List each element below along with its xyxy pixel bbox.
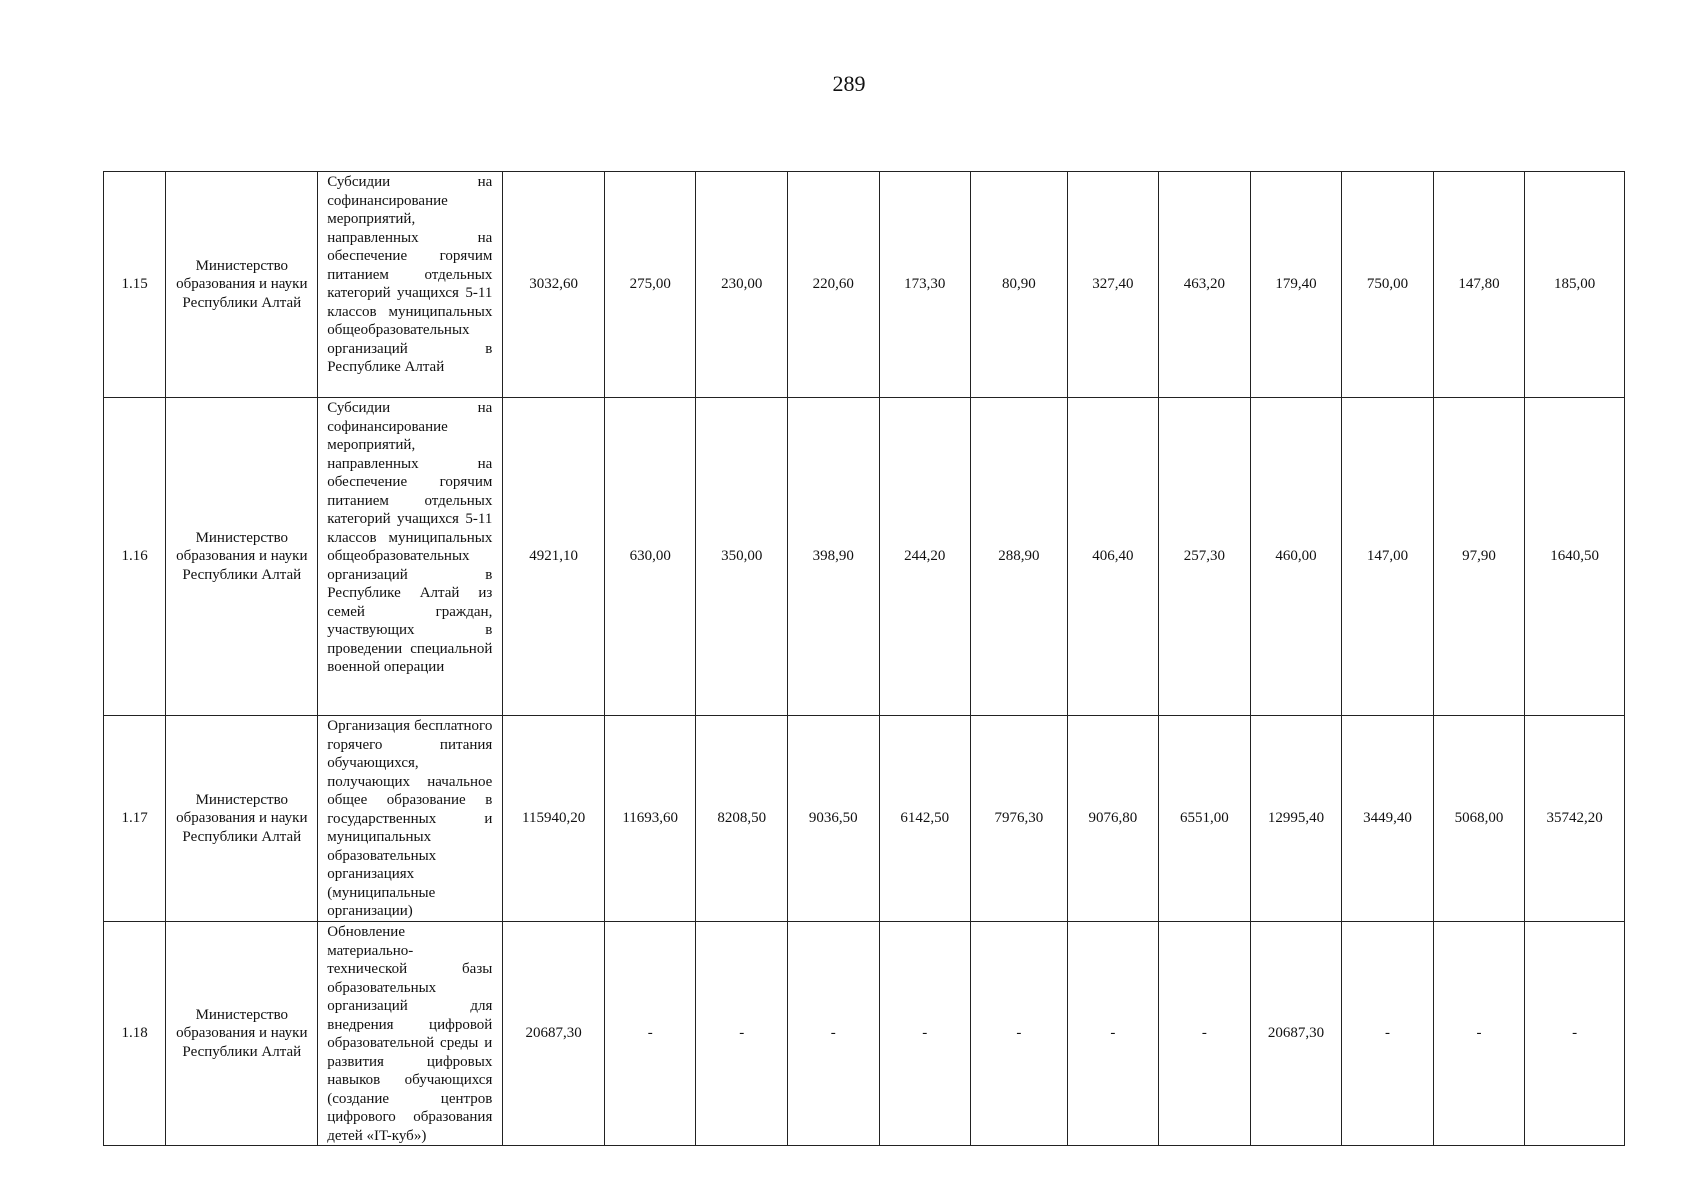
value-cell: 350,00 — [696, 398, 788, 716]
value-cell: 288,90 — [971, 398, 1068, 716]
value-cell: 6551,00 — [1159, 716, 1251, 922]
value-cell: 406,40 — [1067, 398, 1159, 716]
value-cell: 35742,20 — [1525, 716, 1625, 922]
value-cell: 327,40 — [1067, 172, 1159, 398]
value-cell: 12995,40 — [1250, 716, 1342, 922]
value-cell: 220,60 — [788, 172, 880, 398]
ministry-cell: Министерство образования и науки Республики Алтай — [166, 398, 318, 716]
value-cell: 750,00 — [1342, 172, 1434, 398]
value-cell: 257,30 — [1159, 398, 1251, 716]
value-cell: 7976,30 — [971, 716, 1068, 922]
value-cell: 6142,50 — [879, 716, 971, 922]
value-cell: - — [788, 922, 880, 1146]
table-row — [104, 398, 1625, 716]
ministry-cell: Министерство образования и науки Республики Алтай — [166, 922, 318, 1146]
description-cell: Обновление материально-технической базы образовательных организаций для внедрения цифровой образовательной среды и развития цифровых навыков обучающихся (создание центров цифрового образования детей «IT-куб») — [318, 922, 503, 1146]
table-row — [104, 716, 1625, 922]
row-code: 1.15 — [104, 172, 166, 398]
value-cell: - — [1067, 922, 1159, 1146]
value-cell: 460,00 — [1250, 398, 1342, 716]
row-code: 1.18 — [104, 922, 166, 1146]
value-cell: - — [879, 922, 971, 1146]
value-cell: - — [1342, 922, 1434, 1146]
value-total: 20687,30 — [503, 922, 605, 1146]
page-number: 289 — [832, 71, 866, 96]
value-cell: - — [971, 922, 1068, 1146]
value-cell: 230,00 — [696, 172, 788, 398]
value-total: 115940,20 — [503, 716, 605, 922]
value-cell: 3449,40 — [1342, 716, 1434, 922]
value-cell: 1640,50 — [1525, 398, 1625, 716]
value-cell: 5068,00 — [1433, 716, 1525, 922]
value-cell: - — [1159, 922, 1251, 1146]
value-cell: 20687,30 — [1250, 922, 1342, 1146]
value-cell: 80,90 — [971, 172, 1068, 398]
value-cell: 398,90 — [788, 398, 880, 716]
value-cell: 173,30 — [879, 172, 971, 398]
value-total: 4921,10 — [503, 398, 605, 716]
value-cell: 147,80 — [1433, 172, 1525, 398]
value-cell: 630,00 — [604, 398, 696, 716]
value-cell: 11693,60 — [604, 716, 696, 922]
row-code: 1.16 — [104, 398, 166, 716]
description-cell: Субсидии на софинансирование мероприятий, направленных на обеспечение горячим питанием отдельных категорий учащихся 5-11 классов муниципальных общеобразовательных организаций в Республике Алтай — [318, 172, 503, 398]
value-cell: - — [1525, 922, 1625, 1146]
table-row — [104, 172, 1625, 398]
value-cell: - — [696, 922, 788, 1146]
value-cell: 275,00 — [604, 172, 696, 398]
description-cell: Субсидии на софинансирование мероприятий, направленных на обеспечение горячим питанием отдельных категорий учащихся 5-11 классов муниципальных общеобразовательных организаций в Республике Алтай из семей граждан, участвующих в проведении специальной военной операции — [318, 398, 503, 716]
value-cell: 244,20 — [879, 398, 971, 716]
ministry-cell: Министерство образования и науки Республики Алтай — [166, 172, 318, 398]
row-code: 1.17 — [104, 716, 166, 922]
table-row — [104, 922, 1625, 1146]
value-cell: 9076,80 — [1067, 716, 1159, 922]
value-cell: 179,40 — [1250, 172, 1342, 398]
ministry-cell: Министерство образования и науки Республики Алтай — [166, 716, 318, 922]
value-total: 3032,60 — [503, 172, 605, 398]
value-cell: - — [1433, 922, 1525, 1146]
budget-table — [103, 171, 1625, 1146]
description-cell: Организация бесплатного горячего питания обучающихся, получающих начальное общее образование в государственных и муниципальных образовательных организациях (муниципальные организации) — [318, 716, 503, 922]
value-cell: 97,90 — [1433, 398, 1525, 716]
value-cell: 8208,50 — [696, 716, 788, 922]
value-cell: 147,00 — [1342, 398, 1434, 716]
value-cell: 9036,50 — [788, 716, 880, 922]
value-cell: 185,00 — [1525, 172, 1625, 398]
value-cell: 463,20 — [1159, 172, 1251, 398]
value-cell: - — [604, 922, 696, 1146]
